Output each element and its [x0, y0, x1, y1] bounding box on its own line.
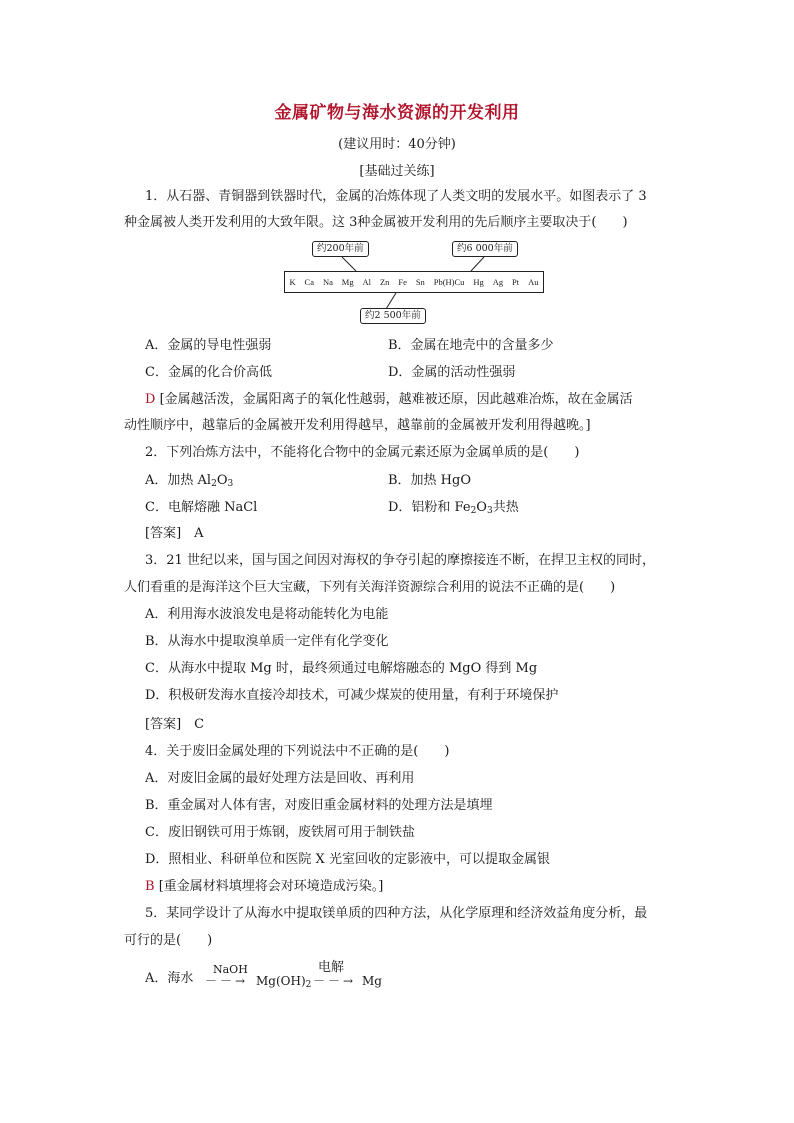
- series-item: Zn: [379, 277, 390, 287]
- q5-arrow-2: －－→: [313, 974, 357, 988]
- q1-option-c: C．金属的化合价高低: [145, 365, 272, 380]
- q1-stem-line1: 1．从石器、青铜器到铁器时代，金属的冶炼体现了人类文明的发展水平。如图表示了 3: [145, 189, 647, 204]
- series-item: Ag: [492, 277, 504, 287]
- q5-reagent-naoh: NaOH: [213, 963, 248, 976]
- q3-option-d: D．积极研发海水直接冷却技术，可减少煤炭的使用量，有利于环境保护: [145, 688, 559, 703]
- q1-answer-letter: D: [145, 392, 156, 407]
- activity-series: [284, 271, 544, 293]
- q5-stem-line1: 5．某同学设计了从海水中提取镁单质的四种方法，从化学原理和经济效益角度分析，最: [145, 906, 648, 921]
- q5-option-a-prefix: A．海水: [145, 971, 194, 986]
- metal-activity-diagram: [284, 238, 546, 330]
- q1-stem-line2: 种金属被人类开发利用的大致年限。这 3种金属被开发利用的先后顺序主要取决于( ): [124, 215, 628, 230]
- q3-option-a: A．利用海水波浪发电是将动能转化为电能: [145, 607, 389, 622]
- q2-option-a: A．加热 $Al_2O_3$: [145, 473, 234, 489]
- q5-reagent-electrolysis: 电解: [318, 960, 345, 975]
- q1-explanation-text: [金属越活泼，金属阳离子的氧化性越弱，越难被还原，因此越难冶炼，故在金属活: [159, 392, 633, 407]
- callout-2500-years: 约2 500年前: [360, 308, 426, 324]
- series-item: Al: [362, 277, 372, 287]
- section-heading: [基础过关练]: [359, 164, 435, 179]
- q4-option-b: B．重金属对人体有害，对废旧重金属材料的处理方法是填埋: [145, 798, 493, 813]
- series-item: Hg: [473, 277, 484, 287]
- q3-option-b: B．从海水中提取溴单质一定伴有化学变化: [145, 634, 389, 649]
- q3-stem-line1: 3．21 世纪以来，国与国之间因对海权的争夺引起的摩擦接连不断，在捍卫主权的同时，: [145, 553, 655, 568]
- series-item: Na: [322, 277, 333, 287]
- q5-product-mg: Mg: [362, 974, 382, 988]
- q4-explanation-text: [重金属材料填埋将会对环境造成污染。]: [158, 879, 384, 894]
- q5-product-mgoh2: $Mg(OH)_2$: [256, 974, 312, 990]
- q1-option-b: B．金属在地壳中的含量多少: [388, 338, 554, 353]
- q4-option-c: C．废旧钢铁可用于炼钢，废铁屑可用于制铁盐: [145, 825, 415, 840]
- q3-answer: [答案] C: [145, 717, 205, 732]
- q4-stem: 4．关于废旧金属处理的下列说法中不正确的是( ): [145, 744, 450, 759]
- q1-explanation-line1: [145, 391, 633, 409]
- q1-option-a: A．金属的导电性强弱: [145, 338, 272, 353]
- callout-6000-years: 约6 000年前: [452, 241, 518, 257]
- q4-option-a: A．对废旧金属的最好处理方法是回收、再利用: [145, 771, 415, 786]
- callout-200-years: 约200年前: [312, 241, 369, 257]
- q2-option-b: B．加热 HgO: [388, 473, 472, 488]
- q2-stem: 2．下列冶炼方法中，不能将化合物中的金属元素还原为金属单质的是( ): [145, 445, 580, 460]
- series-item: Pt: [512, 277, 520, 287]
- q5-arrow-1: －－→: [205, 974, 249, 988]
- q3-option-c: C．从海水中提取 Mg 时，最终须通过电解熔融态的 MgO 得到 Mg: [145, 661, 538, 676]
- series-item: K: [289, 277, 296, 287]
- q4-explanation: [145, 878, 383, 896]
- q5-stem-line2: 可行的是( ): [124, 933, 213, 948]
- series-item: Au: [528, 277, 539, 287]
- series-item: Sn: [415, 277, 425, 287]
- q2-option-c: C．电解熔融 NaCl: [145, 500, 258, 515]
- q3-stem-line2: 人们看重的是海洋这个巨大宝藏，下列有关海洋资源综合利用的说法不正确的是( ): [124, 580, 616, 595]
- series-item: Pb(H)Cu: [433, 277, 465, 287]
- q2-answer: [答案] A: [145, 526, 204, 541]
- q4-answer-letter: B: [145, 879, 155, 894]
- q4-option-d: D．照相业、科研单位和医院 X 光室回收的定影液中，可以提取金属银: [145, 852, 550, 867]
- q2-option-d: D．铝粉和 $Fe_2O_3$共热: [388, 500, 519, 516]
- q1-option-d: D．金属的活动性强弱: [388, 365, 516, 380]
- series-item: Mg: [341, 277, 354, 287]
- time-note: (建议用时：40分钟): [338, 137, 456, 152]
- series-item: Fe: [398, 277, 407, 287]
- page-title: 金属矿物与海水资源的开发利用: [274, 103, 520, 123]
- series-item: Ca: [304, 277, 314, 287]
- q1-explanation-line2: 动性顺序中，越靠后的金属被开发利用得越早，越靠前的金属被开发利用得越晚。]: [124, 418, 591, 433]
